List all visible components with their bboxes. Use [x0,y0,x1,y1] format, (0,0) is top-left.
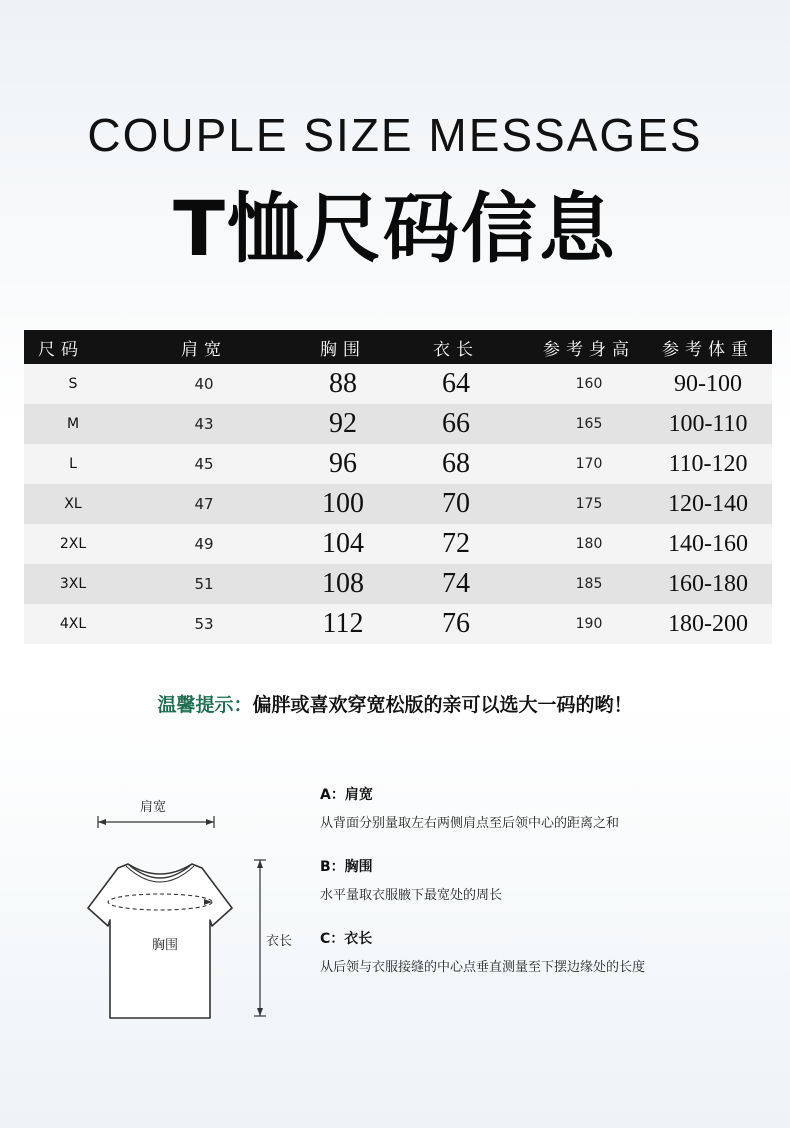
length-label: 衣长 [266,934,293,949]
cell-chest: 100 [322,488,364,519]
cell-size: S [68,376,78,392]
column-header-shoulder: 肩宽 [181,339,227,360]
cell-weight: 120-140 [668,490,748,517]
cell-shoulder: 49 [194,535,214,553]
tshirt-diagram [80,780,300,1040]
table-row [24,444,772,484]
cell-weight: 100-110 [668,410,748,437]
tip-label: 温馨提示： [157,694,253,716]
legend-item-length [320,928,645,975]
cell-weight: 160-180 [668,570,748,597]
legend-desc: 水平量取衣服腋下最宽处的周长 [320,888,503,903]
legend-title: B：胸围 [320,859,373,875]
cell-height: 190 [575,616,603,632]
column-header-height: 参考身高 [543,339,635,360]
tshirt-outline-icon [80,780,300,1040]
cell-height: 185 [575,576,603,592]
cell-chest: 96 [329,448,357,479]
cell-length: 74 [442,568,470,599]
cell-height: 180 [575,536,603,552]
cell-weight: 140-160 [668,530,748,557]
cell-length: 64 [442,368,470,399]
cell-size: M [66,416,80,432]
table-row [24,364,772,404]
cell-shoulder: 43 [194,415,214,433]
cell-weight: 110-120 [668,450,748,477]
cell-shoulder: 45 [194,455,214,473]
column-header-chest: 胸围 [320,339,366,360]
size-tip [0,690,790,717]
cell-height: 165 [575,416,603,432]
cell-length: 66 [442,408,470,439]
cell-chest: 88 [329,368,357,399]
table-header-row [24,330,772,364]
cell-chest: 112 [322,608,364,639]
legend-item-shoulder [320,784,619,831]
cell-shoulder: 51 [194,575,214,593]
legend-title: A：肩宽 [320,787,373,803]
cell-height: 160 [575,376,603,392]
cell-shoulder: 53 [194,615,214,633]
column-header-weight: 参考体重 [662,339,754,360]
table-row [24,524,772,564]
cell-length: 70 [442,488,470,519]
shoulder-label: 肩宽 [140,800,167,815]
cell-height: 175 [575,496,603,512]
cell-weight: 90-100 [674,370,742,397]
table-row [24,404,772,444]
cell-chest: 104 [322,528,364,559]
table-row [24,604,772,644]
legend-title: C：衣长 [320,931,373,947]
cell-length: 76 [442,608,470,639]
column-header-length: 衣长 [433,339,479,360]
cell-weight: 180-200 [668,610,748,637]
legend-desc: 从背面分别量取左右两侧肩点至后领中心的距离之和 [320,816,620,831]
cell-shoulder: 40 [194,375,214,393]
legend-desc: 从后领与衣服接缝的中心点垂直测量至下摆边缘处的长度 [320,960,646,975]
legend-item-chest [320,856,502,903]
tip-text: 偏胖或喜欢穿宽松版的亲可以选大一码的哟！ [252,694,633,716]
cell-size: XL [64,496,82,512]
table-row [24,484,772,524]
chest-label: 胸围 [152,938,179,953]
cell-size: 4XL [59,616,87,632]
column-header-size: 尺码 [38,339,84,360]
table-row [24,564,772,604]
cell-chest: 92 [329,408,357,439]
page-title: T恤尺码信息 [173,184,617,273]
cell-size: L [69,456,77,472]
cell-length: 72 [442,528,470,559]
size-table [24,330,772,644]
cell-size: 2XL [59,536,87,552]
cell-size: 3XL [59,576,87,592]
page-subtitle: COUPLE SIZE MESSAGES [87,109,703,161]
cell-shoulder: 47 [194,495,214,513]
cell-length: 68 [442,448,470,479]
cell-height: 170 [575,456,603,472]
cell-chest: 108 [322,568,364,599]
